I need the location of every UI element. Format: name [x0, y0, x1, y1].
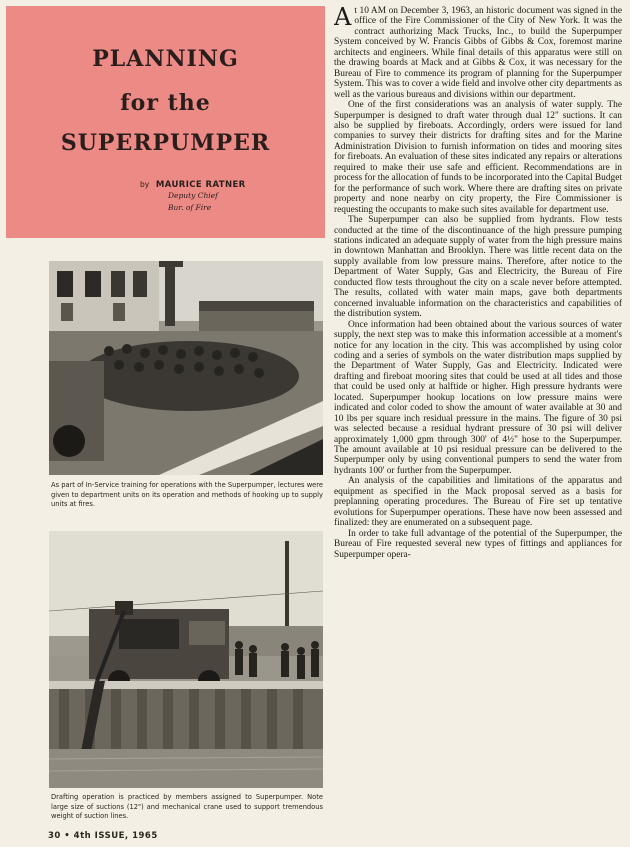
article-paragraph: At 10 AM on December 3, 1963, an historic document was signed in the office of the Fire Commissioner of the City of New York. It was the contract authorizing Mack Trucks, Inc., to build the Superpumper System conceived by W. Francis Gibbs of Gibbs & Cox, foremost marine architects and engineers. While final details of this apparatus were still on the drawing boards at Mack and at Gibbs & Cox, it was necessary for the Bureau of Fire to commence its program of planning for the Superpumper System. This was to cover a wide field and involve other city departments as well as the various bureaus and divisions within our department.	[334, 6, 622, 100]
drop-cap: A	[334, 6, 352, 31]
photo-drafting	[49, 531, 323, 788]
article-paragraph: The Superpumper can also be supplied from hydrants. Flow tests conducted at the time of the discontinuance of the high pressure pumping stations indicated an adequate supply of water from the high pressure mains in downtown Manhattan and Brooklyn. There was little recent data on the supply available from low pressure mains. Therefore, after notice to the Department of Water Supply, Gas and Electricity, the Bureau of Fire conducted flow tests throughout the city on a scale never before attempted. The results, collated with water main maps, gave both departments concerned invaluable information on the characteristics and capabilities of the distribution system.	[334, 215, 622, 320]
article-body	[334, 6, 622, 824]
byline-by: by	[140, 180, 150, 189]
photo-lecture	[49, 261, 323, 475]
article-paragraph: An analysis of the capabilities and limitations of the apparatus and equipment as specified in the Mack proposal served as a basis for preplanning operating procedures. The Bureau of Fire set up tentative evolutions for Superpumper operations. These have now been assessed and finalized: they are enumerated on a subsequent page.	[334, 476, 622, 529]
photo-caption-lecture: As part of In-Service training for operations with the Superpumper, lectures were given to department units on its operation and methods of hooking up to supply units at fires.	[51, 481, 323, 509]
author-department: Bur. of Fire	[168, 203, 212, 212]
page-footer: 30 • 4th ISSUE, 1965	[48, 831, 158, 841]
article-paragraph: One of the first considerations was an analysis of water supply. The Superpumper is designed to draft water through dual 12" suctions. It can also be supplied by fireboats. Accordingly, orders were issued for land companies to survey their districts for drafting sites and for the Marine Administration Division to furnish information on tides and mooring sites for fireboats. An evaluation of these sites indicated any repairs or alterations required to make their use safe and efficient. Recommendations are in process for the allocation of funds to be incorporated into the Capital Budget for the performance of such work. Where there are drafting sites on private property and none nearby on city property, the Fire Commissioner is requesting the occupants to make such sites available for department use.	[334, 100, 622, 215]
byline	[140, 180, 320, 214]
title-line-1: PLANNING	[92, 46, 239, 72]
author-rank: Deputy Chief	[168, 191, 218, 200]
article-paragraph: In order to take full advantage of the potential of the Superpumper, the Bureau of Fire requested several new types of fittings and appliances for Superpumper opera-	[334, 528, 622, 560]
article-paragraph: Once information had been obtained about the various sources of water supply, the next step was to make this information accessible at a moment's notice for any location in the city. This was accomplished by using color coding and a series of symbols on the water distribution maps supplied by the Department of Water Supply, Gas and Electricity. Indicated were drafting and fireboat mooring sites that could be used at all tides and those that could be used only at halftide or higher. High pressure hydrants were located. Superpumper hookup locations on low pressure mains were indicated and color coded to show the amount of water available at 30 and 10 lbs per square inch residual pressure in the mains. The figure of 30 psi was selected because a residual hydrant pressure of 30 psi will deliver approximately 1,000 gpm through 300' of 4½" hose to the Superpumper. The amount available at 10 psi residual pressure can be delivered to the Superpumper only by using conventional pumpers to send the water from hydrants 100' or further from the Superpumper.	[334, 319, 622, 476]
title-line-2: for the	[120, 90, 211, 116]
author-name: MAURICE RATNER	[155, 180, 246, 190]
title-line-3: SUPERPUMPER	[60, 130, 271, 156]
photo-caption-drafting: Drafting operation is practiced by members assigned to Superpumper. Note large size of suctions (12") and mechanical crane used to support tremendous weight of suction lines.	[51, 793, 323, 821]
title-block	[6, 6, 325, 238]
